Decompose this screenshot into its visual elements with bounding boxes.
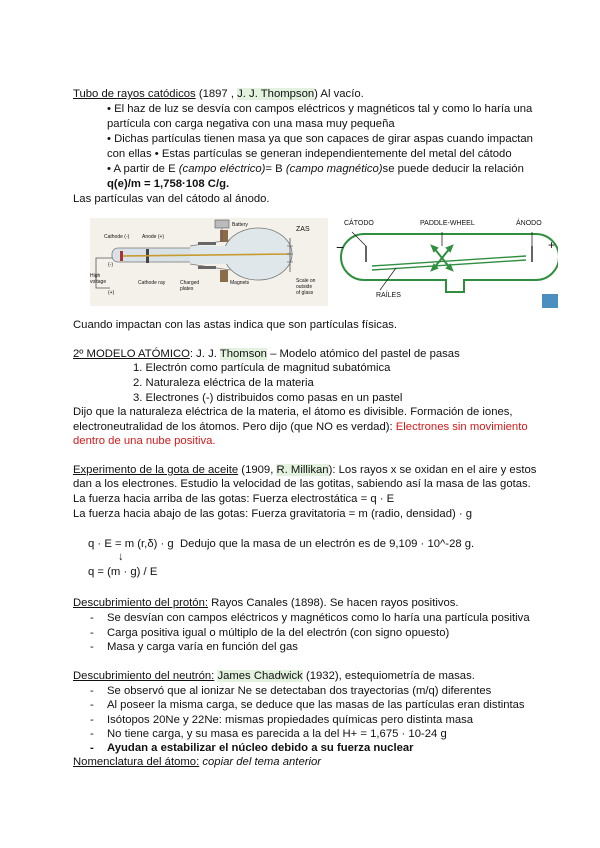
label-battery: Battery (232, 222, 248, 228)
neutron-dash-2: - (90, 699, 94, 711)
proton-heading: Descubrimiento del protón: Rayos Canales (1898). Se hacen rayos positivos. (73, 597, 459, 609)
label-zas: ZAS (296, 226, 310, 233)
label-plus-sign: + (548, 238, 556, 252)
label-paddle-wheel: PADDLE-WHEEL (420, 220, 475, 227)
proton-item-3: Masa y carga varía en función del gas (107, 641, 298, 653)
neutron-title: Descubrimiento del neutrón: (73, 670, 215, 682)
neutron-heading: Descubrimiento del neutrón: James Chadwick (1932), estequiometría de masas. (73, 670, 475, 682)
label-plus: (+) (108, 290, 115, 296)
cathode-bullet-1: • El haz de luz se desvía con campos eléctricos y magnéticos tal y como lo haría una (107, 103, 533, 115)
red-note-2: dentro de una nube positiva. (73, 435, 216, 447)
label-cathode-ray: Cathode ray (138, 280, 166, 286)
model-heading: 2º MODELO ATÓMICO: J. J. Thomson – Modelo atómico del pastel de pasas (73, 348, 460, 360)
model-item-3: 3. Electrones (-) distribuidos como pasas en un pastel (133, 392, 403, 404)
crt-drawing (90, 218, 328, 306)
model-item-2: 2. Naturaleza eléctrica de la materia (133, 377, 314, 389)
millikan-line-2: La fuerza hacia arriba de las gotas: Fuerza electrostática = q · E (73, 493, 395, 505)
millikan-name: R. Millikan (276, 464, 329, 476)
qm-ratio: q(e)/m = 1,758·108 C/g. (107, 178, 230, 190)
proton-item-1: Se desvían con campos eléctricos y magnéticos como lo haría una partícula positiva (107, 612, 530, 624)
neutron-item-3: Isótopos 20Ne y 22Ne: mismas propiedades químicas pero distinta masa (107, 714, 474, 726)
nomenclature-line (73, 755, 321, 769)
label-cathode: Cathode (-) (104, 234, 130, 240)
neutron-dash-3: - (90, 714, 94, 726)
impact-sentence: Cuando impactan con las astas indica que son partículas físicas. (73, 319, 398, 331)
millikan-result: Dedujo que la masa de un electrón es de 9,109 · 10^-28 g. (180, 538, 475, 550)
label-minus: (-) (108, 262, 113, 268)
chadwick-name: James Chadwick (217, 670, 303, 682)
proton-dash-1: - (90, 612, 94, 624)
equation-arrow: ↓ (118, 551, 124, 563)
equation-1: q · E = m (r,δ) · g (88, 538, 174, 550)
cathode-bullet-3: con ellas • Estas partículas se generan independientemente del metal del cátodo (107, 148, 512, 160)
proton-item-2: Carga positiva igual o múltiplo de la del electrón (con signo opuesto) (107, 627, 450, 639)
cathode-relation: • A partir de E (campo eléctrico)= B (campo magnético)se puede deducir la relación (107, 163, 524, 175)
neutron-item-1: Se observó que al ionizar Ne se detectaban dos trayectorias (m/q) diferentes (107, 685, 492, 697)
cathode-bullet-2: • Dichas partículas tienen masa ya que son capaces de girar aspas cuando impactan (107, 133, 533, 145)
label-scale: Scale on outside of glass (296, 278, 316, 296)
paddle-wheel-drawing (336, 218, 558, 310)
neutron-dash-4: - (90, 728, 94, 740)
model-title: 2º MODELO ATÓMICO (73, 348, 190, 360)
thomson-name: Thomson (219, 348, 267, 360)
label-rieles: RAÍLES (376, 292, 401, 299)
cathode-bullet-1b: partícula con carga negativa con una masa muy pequeña (107, 118, 395, 130)
neutron-dash-1: - (90, 685, 94, 697)
model-paragraph-1: Dijo que la naturaleza eléctrica de la materia, el átomo es divisible. Formación de iones, (73, 406, 513, 418)
label-minus-sign: − (336, 239, 345, 255)
label-high-voltage: High voltage (90, 273, 107, 285)
neutron-item-2: Al poseer la misma carga, se deduce que las masas de las partículas eran distintas (107, 699, 525, 711)
millikan-heading: Experimento de la gota de aceite (1909, R. Millikan): Los rayos x se oxidan en el aire y estos (73, 464, 537, 476)
crt-diagram (90, 218, 328, 306)
equation-2: q = (m · g) / E (88, 566, 158, 578)
paddle-wheel-diagram (336, 218, 558, 310)
model-item-1: 1. Electrón como partícula de magnitud subatómica (133, 362, 391, 374)
label-charged-plates: Charged plates (180, 280, 200, 292)
label-catodo: CÁTODO (344, 220, 374, 227)
cathode-title: Tubo de rayos catódicos (73, 88, 196, 100)
neutron-dash-5: - (90, 742, 94, 754)
millikan-title: Experimento de la gota de aceite (73, 464, 239, 476)
proton-title: Descubrimiento del protón: (73, 597, 209, 609)
thompson-name: J. J. Thompson (237, 88, 315, 100)
neutron-item-5: Ayudan a estabilizar el núcleo debido a su fuerza nuclear (107, 742, 414, 754)
millikan-line-1: dan a los electrones. Estudio la velocidad de las gotitas, sabiendo así la masa de las gotas. (73, 478, 531, 490)
cathode-heading: Tubo de rayos catódicos (1897 , J. J. Thompson) Al vacío. (73, 88, 364, 100)
nomenclature-note: copiar del tema anterior (202, 756, 322, 768)
model-paragraph-2: electroneutralidad de los átomos. Pero dijo (que NO es verdad): Electrones sin movimiento (73, 421, 528, 433)
cathode-travel: Las partículas van del cátodo al ánodo. (73, 193, 270, 205)
millikan-line-3: La fuerza hacia abajo de las gotas: Fuerza gravitatoria = m (radio, densidad) · g (73, 508, 473, 520)
label-anode: Anode (+) (142, 234, 165, 240)
label-magnets: Magnets (230, 280, 250, 286)
label-anodo: ÁNODO (516, 220, 542, 227)
proton-dash-3: - (90, 641, 94, 653)
nomenclature-title: Nomenclatura del átomo: (73, 756, 200, 768)
red-note-1: Electrones sin movimiento (395, 421, 528, 433)
neutron-item-4: No tiene carga, y su masa es parecida a la del H+ = 1,675 · 10-24 g (107, 728, 447, 740)
proton-dash-2: - (90, 627, 94, 639)
